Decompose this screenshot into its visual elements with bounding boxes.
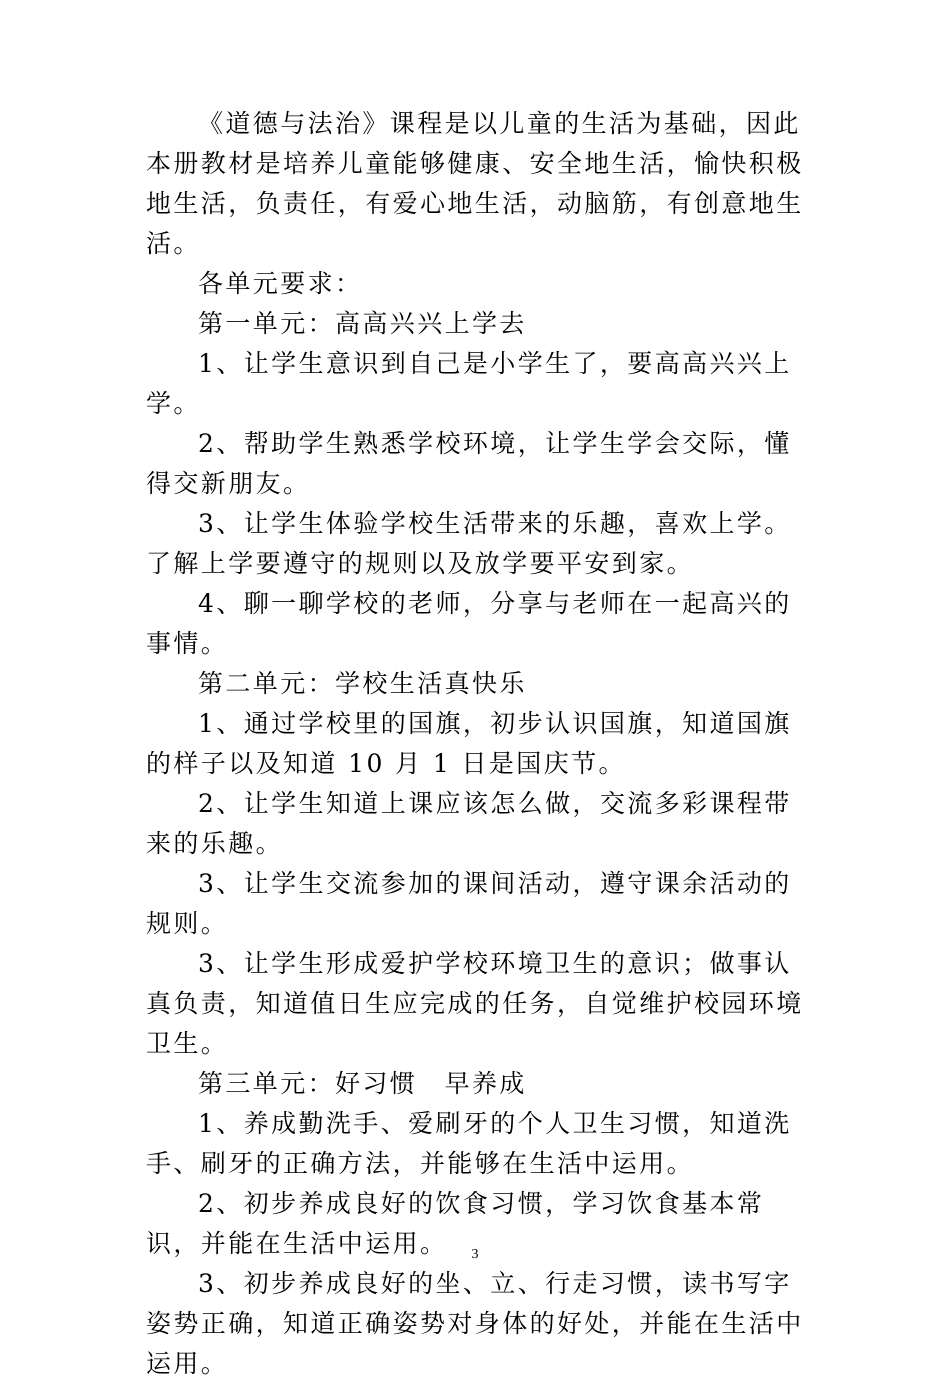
unit-requirements-heading: 各单元要求： [198, 269, 363, 298]
unit-two-heading: 第二单元：学校生活真快乐 [198, 669, 527, 698]
unit-one-heading: 第一单元：高高兴兴上学去 [198, 309, 527, 338]
unit-two-item-3: 3、让学生交流参加的课间活动，遵守课余活动的规则。 [146, 869, 792, 938]
unit-three-item-3: 3、初步养成良好的坐、立、行走习惯，读书写字姿势正确，知道正确姿势对身体的好处，并能在生活中运用。 [146, 1269, 804, 1378]
unit-two-item-2: 2、让学生知道上课应该怎么做，交流多彩课程带来的乐趣。 [146, 789, 792, 858]
unit-two-item-1: 1、通过学校里的国旗，初步认识国旗，知道国旗的样子以及知道 10 月 1 日是国庆节。 [146, 709, 792, 778]
unit-three-item-1: 1、养成勤洗手、爱刷牙的个人卫生习惯，知道洗手、刷牙的正确方法，并能够在生活中运用。 [146, 1109, 792, 1178]
unit-three-heading: 第三单元：好习惯 早养成 [198, 1069, 527, 1098]
intro-paragraph: 《道德与法治》课程是以儿童的生活为基础，因此本册教材是培养儿童能够健康、安全地生活，愉快积极地生活，负责任，有爱心地生活，动脑筋，有创意地生活。 [146, 109, 804, 258]
document-body [146, 104, 808, 1384]
unit-one-item-1: 1、让学生意识到自己是小学生了，要高高兴兴上学。 [146, 349, 792, 418]
unit-two-item-3b: 3、让学生形成爱护学校环境卫生的意识；做事认真负责，知道值日生应完成的任务，自觉维护校园环境卫生。 [146, 949, 804, 1058]
unit-one-item-2: 2、帮助学生熟悉学校环境，让学生学会交际，懂得交新朋友。 [146, 429, 792, 498]
unit-one-item-4: 4、聊一聊学校的老师，分享与老师在一起高兴的事情。 [146, 589, 792, 658]
unit-three-item-2: 2、初步养成良好的饮食习惯，学习饮食基本常识，并能在生活中运用。 [146, 1189, 765, 1258]
unit-one-item-3: 3、让学生体验学校生活带来的乐趣，喜欢上学。了解上学要遵守的规则以及放学要平安到家。 [146, 509, 792, 578]
page-number: 3 [471, 1247, 479, 1262]
